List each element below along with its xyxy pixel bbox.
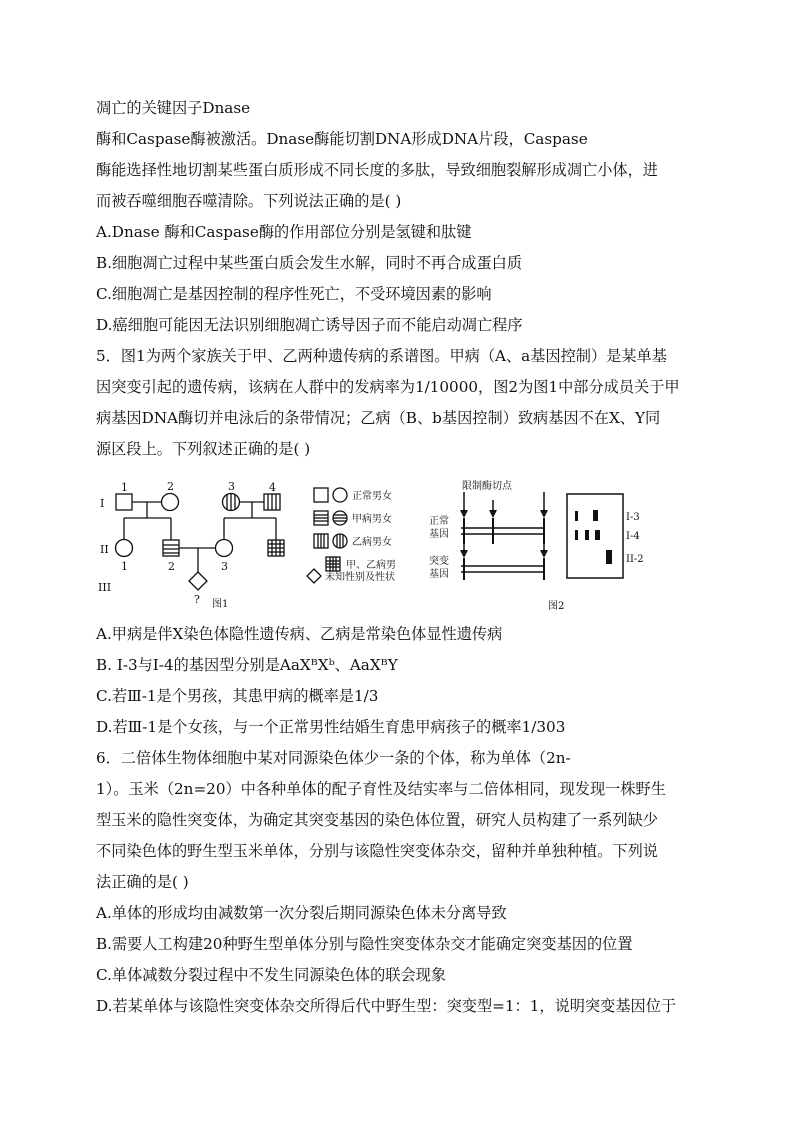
- q6-option-b: B.需要人工构建20种野生型单体分别与隐性突变体杂交才能确定突变基因的位置: [96, 935, 633, 953]
- pedigree-figure: [94, 474, 424, 614]
- fig2-normal-2: 基因: [429, 529, 449, 540]
- q6-line-4: 不同染色体的野生型玉米单体，分别与该隐性突变体杂交，留种并单独种植。下列说: [96, 842, 658, 860]
- q6-line-3: 型玉米的隐性突变体，为确定其突变基因的染色体位置，研究人员构建了一系列缺少: [96, 811, 658, 829]
- pedigree-id-I3: 3: [228, 480, 235, 493]
- pedigree-id-I2: 2: [167, 480, 174, 493]
- q4-line-1: 凋亡的关键因子Dnase: [96, 99, 251, 117]
- q5-option-b: B. Ⅰ-3与Ⅰ-4的基因型分别是AaXᴮXᵇ、AaXᴮY: [96, 656, 398, 674]
- band-I4-b: [585, 530, 589, 540]
- pedigree-III1-unknown: [189, 572, 207, 590]
- pedigree-id-III1: ?: [194, 593, 200, 606]
- fig2-lane-I4: I-4: [626, 531, 640, 542]
- legend-yi: 乙病男女: [352, 537, 392, 548]
- q6-option-a: A.单体的形成均由减数第一次分裂后期同源染色体未分离导致: [96, 904, 507, 922]
- q5-line-2: 因突变引起的遗传病，该病在人群中的发病率为1/10000，图2为图1中部分成员关于甲: [96, 378, 680, 396]
- pedigree-gen-II: II: [100, 543, 109, 556]
- band-II2: [606, 550, 612, 564]
- figure2-caption: 图2: [548, 601, 565, 612]
- fig2-mutant-2: 基因: [429, 569, 449, 580]
- q5-line-3: 病基因DNA酶切并电泳后的条带情况；乙病（B、b基因控制）致病基因不在X、Y同: [96, 409, 661, 427]
- pedigree-I2-normal-female: [162, 494, 179, 511]
- figure1-caption: 图1: [212, 599, 229, 610]
- q4-option-d: D.癌细胞可能因无法识别细胞凋亡诱导因子而不能启动凋亡程序: [96, 316, 523, 334]
- q5-line-1: 5．图1为两个家族关于甲、乙两种遗传病的系谱图。甲病（A、a基因控制）是某单基: [96, 347, 667, 365]
- q4-line-4: 而被吞噬细胞吞噬清除。下列说法正确的是( ): [96, 192, 402, 210]
- q6-option-c: C.单体减数分裂过程中不发生同源染色体的联会现象: [96, 966, 447, 984]
- band-I3-b: [593, 510, 598, 521]
- band-I3-a: [575, 511, 578, 521]
- band-I4-c: [595, 530, 600, 540]
- pedigree-gen-I: I: [100, 497, 105, 510]
- q6-line-1: 6．二倍体生物体细胞中某对同源染色体少一条的个体，称为单体（2n-: [96, 749, 571, 767]
- pedigree-id-I4: 4: [269, 481, 276, 494]
- pedigree-id-II1: 1: [121, 560, 128, 573]
- pedigree-gen-III: III: [98, 581, 112, 594]
- pedigree-id-I1: 1: [121, 481, 128, 494]
- legend-jia-yi: 甲、乙病男: [346, 560, 396, 571]
- fig2-lane-I3: I-3: [626, 512, 640, 523]
- fig2-lane-II2: II-2: [626, 554, 644, 565]
- q6-option-d: D.若某单体与该隐性突变体杂交所得后代中野生型：突变型=1：1，说明突变基因位于: [96, 997, 677, 1015]
- q6-line-2: 1）。玉米（2n=20）中各种单体的配子育性及结实率与二倍体相同，现发现一株野生: [96, 780, 666, 798]
- pedigree-id-II2: 2: [168, 560, 175, 573]
- q4-line-3: 酶能选择性地切割某些蛋白质形成不同长度的多肽，导致细胞裂解形成凋亡小体，进: [96, 161, 658, 179]
- q5-option-c: C.若Ⅲ-1是个男孩，其患甲病的概率是1/3: [96, 687, 379, 705]
- fig2-normal-1: 正常: [429, 516, 449, 527]
- q5-option-a: A.甲病是伴X染色体隐性遗传病、乙病是常染色体显性遗传病: [96, 625, 503, 643]
- q6-line-5: 法正确的是( ): [96, 873, 189, 891]
- q5-line-4: 源区段上。下列叙述正确的是( ): [96, 440, 311, 458]
- legend-normal: 正常男女: [352, 491, 392, 502]
- legend-jia: 甲病男女: [352, 514, 392, 525]
- legend-unknown: 未知性别及性状: [325, 572, 395, 583]
- pedigree-II1-normal-female: [116, 540, 133, 557]
- q4-option-a: A.Dnase 酶和Caspase酶的作用部位分别是氢键和肽键: [96, 223, 472, 241]
- band-I4-a: [575, 530, 578, 540]
- q4-option-c: C.细胞凋亡是基因控制的程序性死亡，不受环境因素的影响: [96, 285, 492, 303]
- electrophoresis-figure: [426, 478, 666, 614]
- fig2-mutant-1: 突变: [429, 556, 449, 567]
- pedigree-II3-normal-female: [216, 540, 233, 557]
- fig2-site-label: 限制酶切点: [462, 481, 512, 492]
- pedigree-id-II3: 3: [221, 560, 228, 573]
- q5-option-d: D.若Ⅲ-1是个女孩，与一个正常男性结婚生育患甲病孩子的概率1/303: [96, 718, 566, 736]
- q4-line-2: 酶和Caspase酶被激活。Dnase酶能切割DNA形成DNA片段，Caspase: [96, 130, 588, 148]
- q4-option-b: B.细胞凋亡过程中某些蛋白质会发生水解，同时不再合成蛋白质: [96, 254, 523, 272]
- pedigree-I1-normal-male: [116, 494, 132, 510]
